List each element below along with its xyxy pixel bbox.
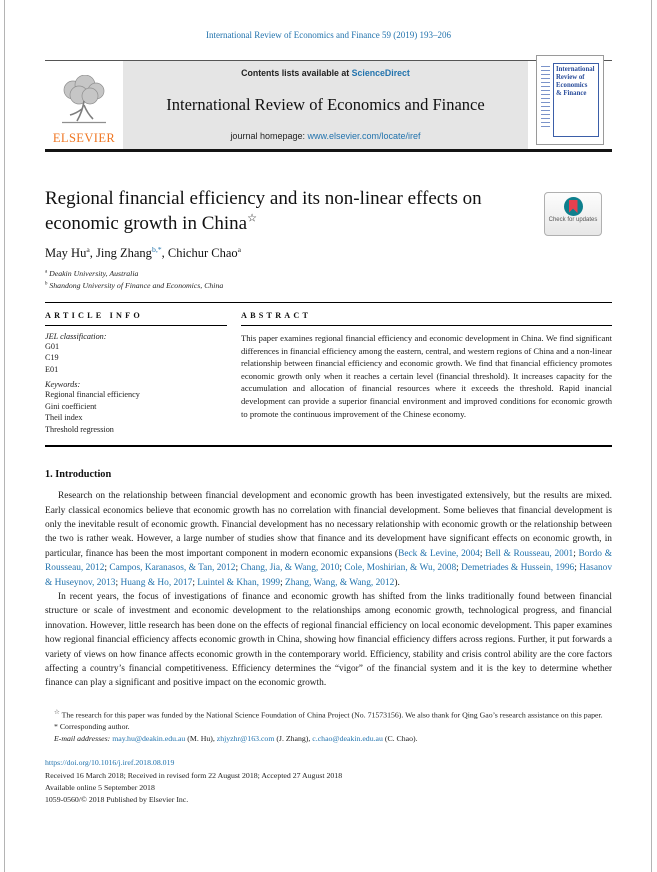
- keywords-label: Keywords:: [45, 380, 81, 390]
- homepage-url-link[interactable]: www.elsevier.com/locate/iref: [307, 131, 421, 141]
- introduction-paragraph-1: [45, 489, 612, 590]
- text-segment: ;: [456, 563, 462, 574]
- text-segment: ;: [479, 548, 486, 559]
- journal-masthead: [45, 60, 612, 152]
- text-segment: ;: [104, 563, 110, 574]
- article-title: [45, 186, 525, 236]
- received-dates: Received 16 March 2018; Received in revised form 22 August 2018; Accepted 27 August 2018: [45, 770, 343, 780]
- elsevier-logo-text: ELSEVIER: [52, 131, 116, 145]
- author-line: [45, 245, 612, 261]
- keyword: Regional financial efficiency: [45, 390, 140, 400]
- journal-cover-thumbnail[interactable]: [536, 55, 604, 145]
- author-affil-sup[interactable]: a: [237, 245, 242, 255]
- issn-copyright: 1059-0560/© 2018 Published by Elsevier Inc.: [45, 794, 189, 804]
- text-segment: ;: [235, 563, 241, 574]
- journal-citation-link[interactable]: International Review of Economics and Finance 59 (2019) 193–206: [206, 30, 451, 40]
- cover-title-box: [553, 63, 599, 137]
- introduction-paragraph-2: In recent years, the focus of investigations of finance and economic growth has shifted from the links traditionally found between financial structure or scale of investment and economic development to the relationships among economic growth, technological progress, and financial innovation. However, little research has been done on the effects of regional financial efficiency on local economic development. This paper examines how regional financial efficiency affects economic growth in China, showing how financial efficiency differs across regions. Further, it put forwards a variety of views on how finance affects economic growth in the contemporary world. Efficiency, stability and crisis control ability are the core factors affecting a country’s financial competitiveness. Efficiency determines the “vigor” of the financial system and it is the key to determine whether finance can play a significant and positive impact on the economic growth.: [45, 592, 612, 689]
- text-segment: ;: [574, 563, 580, 574]
- email-addresses-line: [45, 733, 612, 745]
- check-updates-label: Check for updates: [548, 217, 598, 223]
- abstract-text: This paper examines regional financial efficiency and economic development in China. We find significant differences in financial efficiency among the eastern, central, and western regions of China and a non-linear relationship between financial efficiency and economic growth. We find that financial efficiency promotes economic growth only when it reaches a certain level (financial threshold). It increases capacity for the accumulation and allocation of financial resources where it exceeds the threshold. Rapid inancial development can provide a superior financial environment and improved conditions for economic growth to promote the continuous improvement of the Chinese economy.: [241, 332, 612, 419]
- text-segment: ;: [339, 563, 345, 574]
- cover-title-line: Economics: [556, 82, 588, 90]
- jel-label: JEL classification:: [45, 331, 107, 341]
- text-segment: ;: [192, 577, 198, 588]
- citation-link[interactable]: Luintel & Khan, 1999: [197, 577, 281, 588]
- jel-code: G01: [45, 341, 60, 351]
- available-online: Available online 5 September 2018: [45, 782, 155, 792]
- email-links: [112, 734, 417, 743]
- title-footnote-star[interactable]: ☆: [247, 212, 257, 225]
- contents-prefix: Contents lists available at: [241, 68, 352, 78]
- author-separator: ,: [89, 246, 97, 261]
- text-segment: ;: [115, 577, 121, 588]
- affiliation: $^a$ Deakin University, Australia: [45, 269, 139, 279]
- citation-link[interactable]: Bell & Rousseau, 2001: [485, 548, 574, 559]
- elsevier-logo[interactable]: [45, 61, 123, 149]
- jel-code: C19: [45, 353, 59, 363]
- citation-link[interactable]: Bordo & Rousseau, 2012: [45, 548, 612, 574]
- article-info-heading: ARTICLE INFO: [45, 311, 227, 326]
- cover-title-line: International: [556, 66, 595, 73]
- citation-link[interactable]: Zhang, Wang, & Wang, 2012: [285, 577, 395, 588]
- text-segment: ;: [573, 548, 579, 559]
- email-link[interactable]: c.chao@deakin.edu.au: [312, 733, 383, 743]
- email-link[interactable]: may.hu@deakin.edu.au: [112, 733, 186, 743]
- page-left-border: [4, 0, 5, 872]
- footnote-star-icon: ☆: [54, 708, 60, 716]
- text-segment: ;: [280, 577, 286, 588]
- sciencedirect-link[interactable]: ScienceDirect: [351, 68, 410, 78]
- cover-title-line: & Finance: [556, 90, 587, 98]
- check-for-updates-button[interactable]: [544, 192, 602, 236]
- crossmark-icon: [564, 197, 583, 216]
- email-link[interactable]: zhjyzhr@163.com: [216, 733, 275, 743]
- corresponding-author-note: * Corresponding author.: [54, 722, 130, 732]
- keyword: Theil index: [45, 413, 83, 423]
- text-segment: Research on the relationship between financial development and economic growth has been investigated extensively, but the results are mixed. Early classical economics believe that economic growth has no correlation with financial development. Some believes that financial development is only the inevitable result of economic growth. Financial development has no necessary relationship with economic growth or the relationship between the two is rather weak. However, a large number of studies show that finance and its development have significant effects on economic growth, in particular, finance has been the most important component in modern economic expansions (: [45, 491, 612, 559]
- affiliation: $^b$ Shandong University of Finance and Economics, China: [45, 280, 224, 290]
- info-abstract-section: [45, 302, 612, 447]
- author-affil-sup[interactable]: a: [86, 245, 90, 255]
- author: Jing Zhang$^{b,*}$: [96, 245, 162, 261]
- citation-link[interactable]: Chang, Jia, & Wang, 2010: [240, 563, 340, 574]
- keyword: Gini coefficient: [45, 401, 97, 411]
- publication-details: [45, 757, 612, 805]
- citation-link[interactable]: Huang & Ho, 2017: [120, 577, 193, 588]
- email-label: E-mail addresses:: [54, 733, 111, 743]
- homepage-prefix: journal homepage:: [230, 131, 308, 141]
- citation-link[interactable]: Demetriades & Hussein, 1996: [461, 563, 575, 574]
- author-separator: ,: [161, 246, 168, 261]
- author: Chichur Chao$^a$: [167, 245, 242, 261]
- citation-link[interactable]: Campos, Karanasos, & Tan, 2012: [109, 563, 236, 574]
- introduction-heading: 1. Introduction: [45, 469, 112, 481]
- abstract-heading: ABSTRACT: [241, 311, 612, 326]
- citation-link[interactable]: Cole, Moshirian, & Wu, 2008: [344, 563, 457, 574]
- keyword: Threshold regression: [45, 424, 114, 434]
- masthead-band: [123, 61, 528, 149]
- author: May Hu$^a$: [45, 245, 90, 261]
- cover-title-line: Review of: [556, 74, 585, 82]
- text-segment: ).: [394, 577, 400, 588]
- article-title-text: Regional financial efficiency and its non-linear effects on economic growth in China: [45, 188, 482, 235]
- text-segment: (J. Zhang),: [274, 733, 313, 743]
- doi-link[interactable]: https://doi.org/10.1016/j.iref.2018.08.019: [45, 758, 175, 768]
- elsevier-tree-icon: [56, 75, 112, 130]
- jel-code: E01: [45, 364, 59, 374]
- text-segment: (C. Chao).: [382, 733, 418, 743]
- funding-footnote: ☆ The research for this paper was funded by the National Science Foundation of China Project (No. 71573156). We also thank for Qing Gao’s research assistance on this paper.: [54, 708, 603, 720]
- journal-title: International Review of Economics and Finance: [166, 94, 485, 114]
- author-affil-sup[interactable]: b,*: [151, 245, 162, 255]
- page-right-border: [651, 0, 652, 872]
- homepage-line: [230, 131, 420, 141]
- cover-toc-lines: [541, 66, 550, 128]
- text-segment: (M. Hu),: [185, 733, 217, 743]
- affiliations: [45, 268, 612, 291]
- footnotes: [45, 708, 612, 745]
- contents-line: [241, 68, 410, 78]
- article-info-column: [45, 311, 227, 435]
- abstract-column: [241, 311, 612, 435]
- citation-link[interactable]: Hasanov & Huseynov, 2013: [45, 563, 613, 588]
- citation-link[interactable]: Beck & Levine, 2004: [398, 548, 480, 559]
